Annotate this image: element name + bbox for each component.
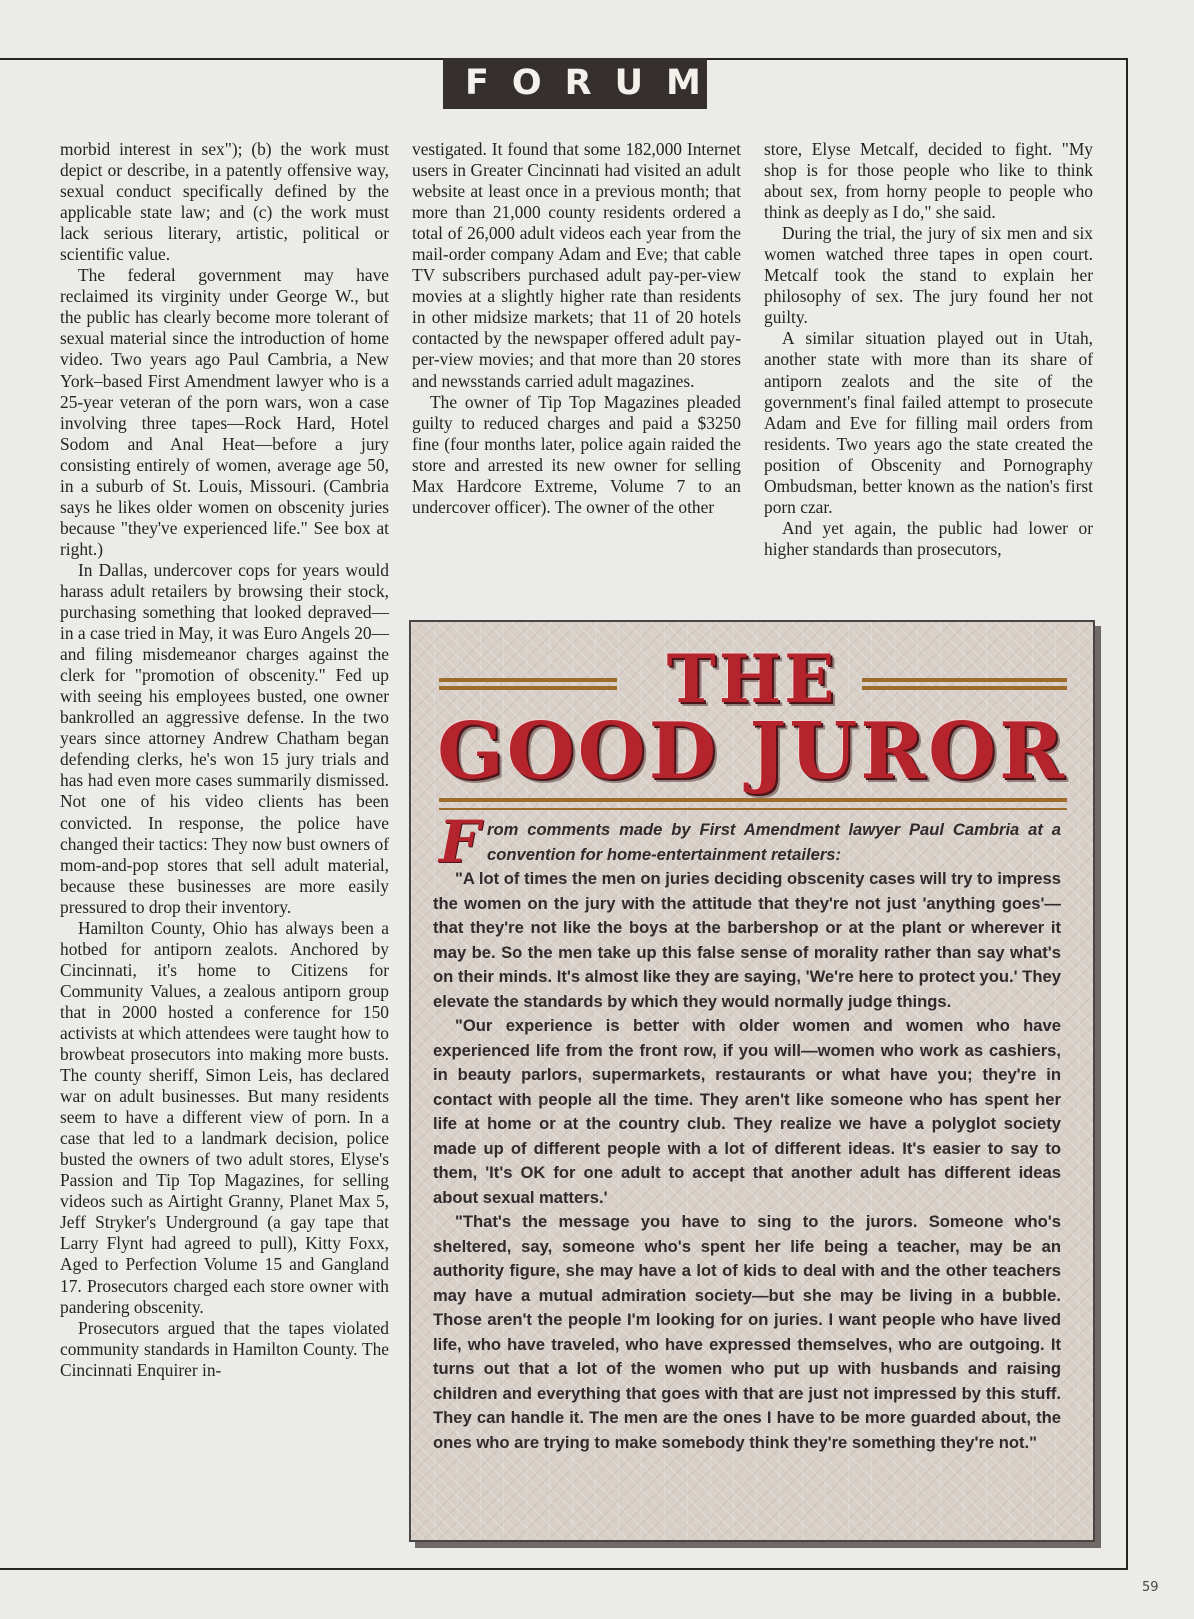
- sidebar-intro-text: rom comments made by First Amendment lawyer Paul Cambria at a convention for home-entertainment retailers:: [487, 820, 1061, 864]
- article-paragraph: And yet again, the public had lower or higher standards than prosecutors,: [764, 517, 1093, 559]
- sidebar-title-line-1: THE: [666, 640, 838, 718]
- article-paragraph: Hamilton County, Ohio has always been a hotbed for antiporn zealots. Anchored by Cincinnati, it's home to Citizens for Community Values, a zealous antiporn group that in 2000 hosted a conference for 150 activists at which attendees were taught how to browbeat prosecutors into making more busts. The county sheriff, Simon Leis, has declared war on adult businesses. But many residents seem to have a different view of porn. In a case that led to a landmark decision, police busted the owners of two adult stores, Elyse's Passion and Tip Top Magazines, for selling videos such as Airtight Granny, Planet Max 5, Jeff Stryker's Underground (a gay tape that Larry Flynt had agreed to pull), Kitty Foxx, Aged to Perfection Volume 15 and Gangland 17. Prosecutors charged each store owner with pandering obscenity.: [60, 917, 389, 1317]
- sidebar-title-line-2: GOOD JUROR: [437, 706, 1067, 797]
- article-paragraph: During the trial, the jury of six men and six women watched three tapes in open court. Metcalf took the stand to explain her philosophy of sex. The jury found her not guilty.: [764, 223, 1093, 328]
- article-column-2: [412, 139, 741, 518]
- article-paragraph: vestigated. It found that some 182,000 Internet users in Greater Cincinnati had visited an adult website at least once in a previous month; that more than 21,000 county residents ordered a total of 26,000 adult videos each year from the mail-order company Adam and Eve; that cable TV subscribers purchased adult pay-per-view movies at a slightly higher rate than residents in other midsize markets; that 11 of 20 hotels contacted by the newspaper offered adult pay-per-view movies; and that more than 20 stores and newsstands carried adult magazines.: [412, 139, 741, 391]
- quote-paragraph: "That's the message you have to sing to the jurors. Someone who's sheltered, say, someone who's spent her life being a teacher, may be an authority figure, she may have a lot of kids to deal with and the other teachers may have a mutual admiration society—but she may be living in a bubble. Those aren't the people I'm looking for on juries. I want people who have lived life, who have traveled, who have expressed themselves, who are outgoing. It turns out that a lot of the women who put up with husbands and raising children and everything that goes with that are just not impressed by this stuff. They can handle it. The men are the ones I have to be more guarded about, the ones who are trying to make somebody think they're something they're not.": [433, 1212, 1061, 1452]
- drop-cap: F: [439, 808, 481, 876]
- article-paragraph: A similar situation played out in Utah, another state with more than its share of antiporn zealots and the site of the government's final failed attempt to prosecute Adam and Eve for filling mail orders from residents. Two years ago the state created the position of Obscenity and Pornography Ombudsman, better known as the nation's first porn czar.: [764, 328, 1093, 517]
- article-column-3: [764, 139, 1093, 560]
- quote-paragraph: "A lot of times the men on juries deciding obscenity cases will try to impress the women on the jury with the attitude that they're not just 'anything goes'—that they're not like the boys at the barbershop or at the plant or wherever it may be. So the men take up this false sense of morality rather than say what's on their minds. It's almost like they are saying, 'We're here to protect you.' They elevate the standards by which they would normally judge things.: [433, 869, 1061, 1011]
- article-paragraph: The owner of Tip Top Magazines pleaded guilty to reduced charges and paid a $3250 fine (four months later, police again raided the store and arrested its new owner for selling Max Hardcore Extreme, Volume 7 to an undercover officer). The owner of the other: [412, 391, 741, 517]
- article-paragraph: morbid interest in sex"); (b) the work must depict or describe, in a patently offensive way, sexual conduct specifically defined by the applicable state law; and (c) the work must lack serious literary, artistic, political or scientific value.: [60, 139, 389, 265]
- title-rule: [439, 798, 1067, 802]
- good-juror-sidebar: [409, 620, 1095, 1542]
- bottom-rule: [0, 1568, 1128, 1570]
- article-paragraph: Prosecutors argued that the tapes violated community standards in Hamilton County. The Cincinnati Enquirer in-: [60, 1317, 389, 1380]
- article-column-1: [60, 139, 389, 1381]
- article-paragraph: The federal government may have reclaimed its virginity under George W., but the public has clearly become more tolerant of sexual material since the introduction of home video. Two years ago Paul Cambria, a New York–based First Amendment lawyer who is a 25-year veteran of the porn wars, won a case involving three tapes—Rock Hard, Hotel Sodom and Anal Heat—before a jury consisting entirely of women, average age 50, in a suburb of St. Louis, Missouri. (Cambria says he likes older women on obscenity juries because "they've experienced life." See box at right.): [60, 265, 389, 559]
- section-header: FORUM: [443, 58, 707, 109]
- sidebar-intro: [433, 808, 1061, 876]
- article-paragraph: store, Elyse Metcalf, decided to fight. "My shop is for those people who like to think about sex, from horny people to people who think as deeply as I do," she said.: [764, 139, 1093, 223]
- title-rule: [439, 808, 1067, 810]
- quote-paragraph: "Our experience is better with older women and women who have experienced life from the front row, if you will—women who work as cashiers, in beauty parlors, supermarkets, restaurants or what have you; they're in contact with people all the time. They aren't like someone who has spent her life at home or at the country club. They realize we have a polyglot society made up of different people with a lot of different ideas. It's easier to say to them, 'It's OK for one adult to accept that another adult has different ideas about sexual matters.': [433, 1016, 1061, 1207]
- page-number: 59: [1142, 1580, 1159, 1595]
- sidebar-body: [433, 808, 1061, 1455]
- right-rule: [1126, 58, 1128, 1570]
- article-paragraph: In Dallas, undercover cops for years would harass adult retailers by browsing their stock, purchasing something that looked depraved—in a case tried in May, it was Euro Angels 20—and filing misdemeanor charges against the clerk for "promotion of obscenity." Fed up with seeing his employees busted, one owner bankrolled an aggressive defense. In the two years since attorney Andrew Chatham began defending clerks, he's won 15 jury trials and has had even more cases summarily dismissed. Not one of his video clients has been convicted. In response, the police have changed their tactics: They now bust owners of mom-and-pop stores that sell adult material, because these businesses are more easily pressured to drop their inventory.: [60, 559, 389, 917]
